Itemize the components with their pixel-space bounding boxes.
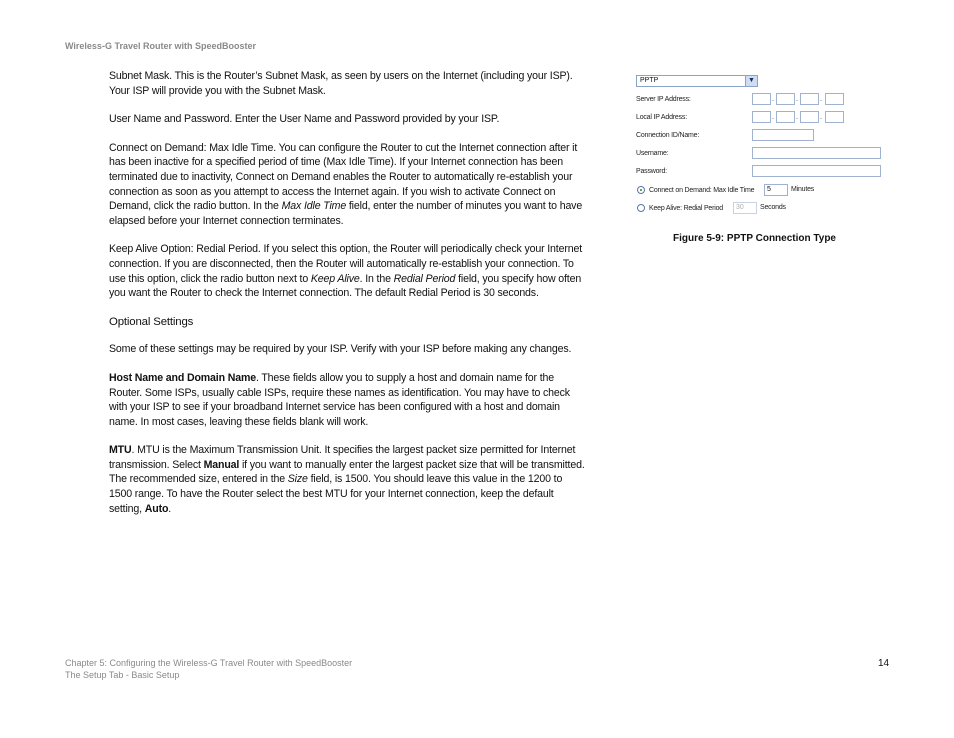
username-input[interactable] [752,147,881,159]
keep-alive-radio[interactable] [637,204,645,212]
host-domain-term: Host Name and Domain Name [109,371,256,384]
subnet-mask-paragraph: Subnet Mask. This is the Router’s Subnet Mask, as seen by users on the Internet (including your ISP). Your ISP will provide you with the Subnet Mask. [109,70,573,97]
local-ip-octet-1[interactable] [752,111,771,123]
mtu-text-2: if you want to manually enter the largest packet size that will be transmitted. The recommended size, entered in the [109,458,585,486]
running-header: Wireless-G Travel Router with SpeedBooster [65,41,256,51]
ip-dot: . [772,96,774,103]
connection-id-label: Connection ID/Name: [636,132,700,139]
mtu-paragraph [109,443,585,516]
mtu-term: MTU [109,444,132,457]
page-footer [65,657,352,681]
keep-alive-term: Keep Alive [310,272,360,285]
password-label: Password: [636,168,667,175]
server-ip-label: Server IP Address: [636,96,691,103]
chevron-down-icon: ▼ [745,76,757,86]
server-ip-octet-2[interactable] [776,93,795,105]
pptp-settings-figure [636,74,886,220]
ka-text-1: Keep Alive Option: Redial Period. If you select this option, the Router will periodically check your Internet connection. If you are disconnected, then the Router will automatically re-establish your connection. To use this option, click the radio button next to [109,243,582,285]
ip-dot: . [796,96,798,103]
cod-text-1: Connect on Demand: Max Idle Time. You can configure the Router to cut the Internet connection after it has been inactive for a specified period of time (Max Idle Time). If your Internet connection has been terminated due to inactivity, Connect on Demand enables the Router to automatically re-establish your connection as soon as you attempt to access the Internet again. If you wish to activate Connect on Demand, click the radio button. In the [109,141,578,213]
username-password-paragraph: User Name and Password. Enter the User Name and Password provided by your ISP. [109,113,500,126]
ip-dot: . [796,114,798,121]
size-term: Size [287,473,308,486]
password-input[interactable] [752,165,881,177]
local-ip-octet-2[interactable] [776,111,795,123]
keep-alive-label: Keep Alive: Redial Period [649,205,723,212]
connection-type-value: PPTP [640,77,659,84]
ip-dot: . [820,114,822,121]
page-number: 14 [878,658,890,669]
connect-on-demand-radio[interactable] [637,186,645,194]
ka-text-3: field, you specify how often you want the Router to check the Internet connection. The default Redial Period is 30 seconds. [109,272,582,300]
redial-period-input[interactable]: 30 [733,202,757,214]
server-ip-octet-1[interactable] [752,93,771,105]
seconds-label: Seconds [760,204,786,211]
keep-alive-paragraph [109,242,585,300]
connection-id-input[interactable] [752,129,814,141]
local-ip-label: Local IP Address: [636,114,687,121]
host-domain-text: . These fields allow you to supply a host and domain name for the Router. Some ISPs, usually cable ISPs, require these names as identification. You may have to check with your ISP to see if your broadband Internet service has been configured with a host and domain name. In most cases, leaving these fields blank will work. [109,371,570,428]
max-idle-time-input[interactable]: 5 [764,184,788,196]
host-domain-paragraph [109,371,585,429]
server-ip-octet-3[interactable] [800,93,819,105]
ip-dot: . [820,96,822,103]
figure-caption: Figure 5-9: PPTP Connection Type [673,233,836,244]
redial-period-term: Redial Period [393,272,456,285]
max-idle-time-term: Max Idle Time [281,200,347,213]
main-text [109,69,585,530]
local-ip-octet-4[interactable] [825,111,844,123]
optional-settings-heading: Optional Settings [109,315,194,328]
ka-text-2: . In the [359,272,394,285]
optional-settings-intro: Some of these settings may be required by your ISP. Verify with your ISP before making any changes. [109,343,572,356]
connect-on-demand-paragraph [109,141,585,229]
username-label: Username: [636,150,669,157]
footer-section: The Setup Tab - Basic Setup [65,670,180,680]
footer-chapter: Chapter 5: Configuring the Wireless-G Travel Router with SpeedBooster [65,658,353,668]
mtu-text-3: field, is 1500. You should leave this value in the 1200 to 1500 range. To have the Router select the best MTU for your Internet connection, keep the default setting, [109,473,563,515]
connection-type-select[interactable] [636,75,758,87]
ip-dot: . [772,114,774,121]
auto-term: Auto [144,502,169,515]
local-ip-octet-3[interactable] [800,111,819,123]
minutes-label: Minutes [791,186,815,193]
mtu-text-1: . MTU is the Maximum Transmission Unit. It specifies the largest packet size permitted for Internet transmission. Select [109,444,576,471]
server-ip-octet-4[interactable] [825,93,844,105]
mtu-text-end: . [168,502,172,515]
connect-on-demand-label: Connect on Demand: Max Idle Time [649,187,755,194]
manual-term: Manual [203,458,240,471]
cod-text-2: field, enter the number of minutes you want to have elapsed before your Internet connection terminates. [109,200,583,227]
